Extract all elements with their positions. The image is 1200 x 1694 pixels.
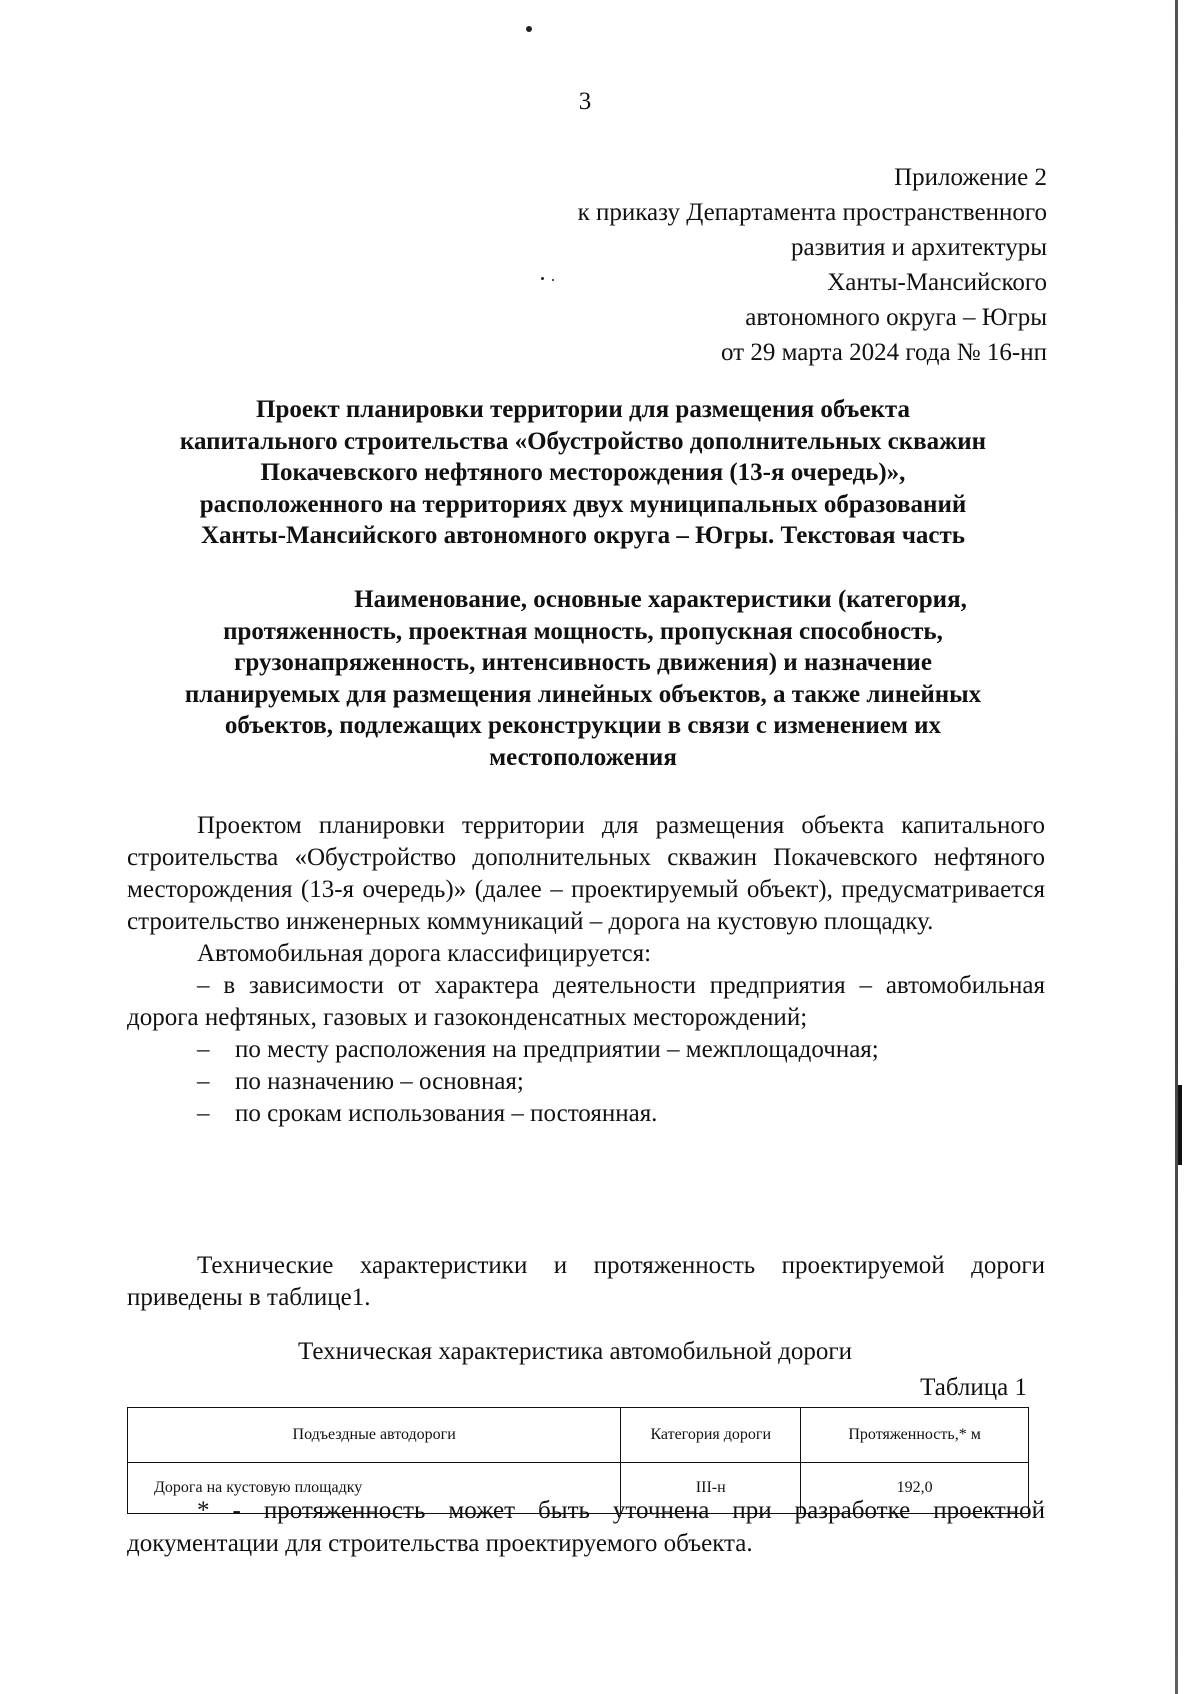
page-number: 3 [578, 88, 592, 115]
section-heading-line: объектов, подлежащих реконструкции в связи с изменением их [224, 712, 942, 739]
table-number: Таблица 1 [920, 1374, 1027, 1401]
classification-item-text: по месту расположения на предприятии – межплощадочная; [235, 1036, 879, 1063]
appendix-line: Приложение 2 [894, 164, 1047, 191]
footnote-text: * - протяженность может быть уточнена при разработке проектной документации для строительства проектируемого объекта. [127, 1497, 1045, 1557]
appendix-line: автономного округа – Югры [745, 304, 1047, 331]
section-heading-line: грузонапряженность, интенсивность движения) и назначение [234, 649, 932, 676]
title-line: Проект планировки территории для размещения объекта [256, 396, 910, 423]
classification-item [127, 1066, 1045, 1098]
scan-speck [552, 279, 554, 281]
title-line: расположенного на территориях двух муниципальных образований [199, 490, 967, 518]
classification-item-text: по срокам использования – постоянная. [235, 1100, 658, 1127]
classification-item-text: по назначению – основная; [235, 1068, 524, 1095]
footnote [127, 1494, 1045, 1560]
table-header-cell: Категория дороги [621, 1408, 801, 1463]
classification-item: – в зависимости от характера деятельности предприятия – автомобильная дорога нефтяных, газовых и газоконденсатных месторождений; [127, 972, 1045, 1031]
table-cell: 192,0 [801, 1463, 1029, 1514]
classification-item [127, 1098, 1045, 1130]
section-heading-line: протяженность, проектная мощность, пропускная способность, [223, 617, 943, 645]
section-heading [118, 584, 1048, 773]
classification-item [127, 1034, 1045, 1066]
table-cell: III-н [621, 1463, 801, 1514]
scan-speck [526, 26, 532, 32]
table-header-row [128, 1408, 1029, 1463]
body-section [127, 810, 1045, 1130]
document-title [118, 394, 1048, 552]
scan-edge-mark [1178, 1085, 1182, 1165]
appendix-line: к приказу Департамента пространственного [577, 199, 1047, 226]
tech-paragraph: Технические характеристики и протяженность проектируемой дороги приведены в таблице1. [127, 1252, 1045, 1311]
appendix-line: от 29 марта 2024 года № 16-нп [720, 339, 1047, 366]
section-heading-line: планируемых для размещения линейных объектов, а также линейных [184, 680, 982, 708]
table-cell: Дорога на кустовую площадку [128, 1463, 621, 1514]
table-header-cell: Протяженность,* м [801, 1408, 1029, 1463]
dash-mark: – [197, 1036, 210, 1063]
table-title: Техническая характеристика автомобильной дороги [298, 1338, 852, 1365]
table-header-cell: Подъездные автодороги [128, 1408, 621, 1463]
section-heading-line: Наименование, основные характеристики (категория, [354, 586, 967, 613]
intro-paragraph: Проектом планировки территории для размещения объекта капитального строительства «Обустройство дополнительных скважин Покачевского нефтяного месторождения (13-я очередь)» (далее – проектируемый объект), предусматривается строительство инженерных коммуникаций – дорога на кустовую площадку. [127, 812, 1045, 935]
title-line: Покачевского нефтяного месторождения (13-я очередь)», [260, 459, 906, 486]
scan-speck [541, 277, 544, 280]
tech-section [127, 1250, 1045, 1314]
appendix-line: Ханты-Мансийского [827, 269, 1047, 296]
appendix-block [578, 160, 1047, 370]
scan-edge-line [1175, 0, 1178, 1694]
section-heading-line: местоположения [489, 743, 677, 771]
dash-mark: – [197, 1068, 210, 1095]
appendix-line: развития и архитектуры [790, 234, 1047, 261]
title-line: капитального строительства «Обустройство дополнительных скважин [179, 427, 987, 455]
classification-lead: Автомобильная дорога классифицируется: [197, 940, 652, 967]
dash-mark: – [197, 1100, 210, 1127]
title-line: Ханты-Мансийского автономного округа – Югры. Текстовая часть [200, 522, 966, 549]
